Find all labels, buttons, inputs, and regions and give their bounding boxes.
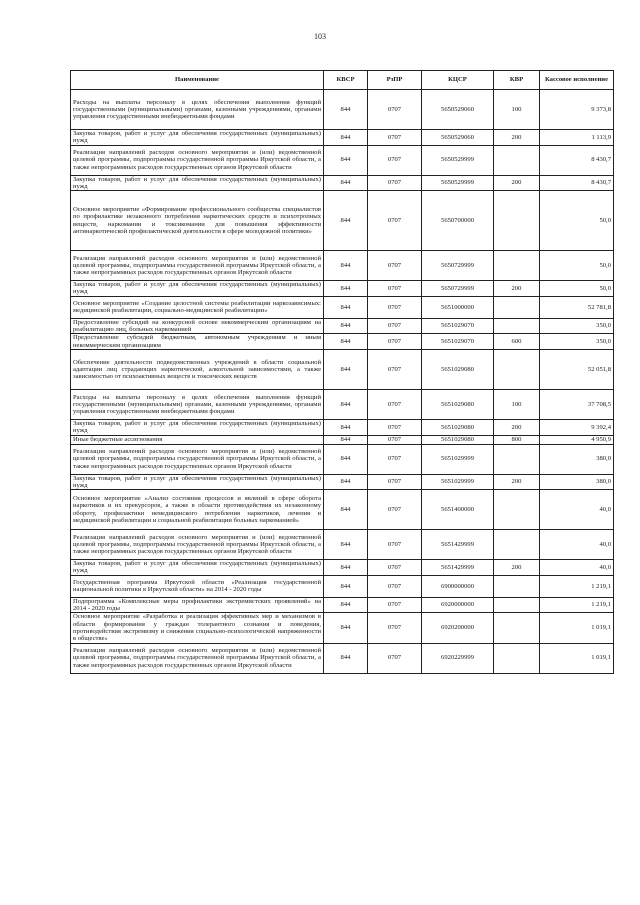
cell-kvr [494,597,540,613]
cell-name: Закупка товаров, работ и услуг для обеспечения государственных (муниципальных) нужд [71,560,324,576]
table-row [71,90,614,130]
cell-kvr [494,643,540,673]
cell-kcsr: 5651029080 [422,349,494,389]
column-header-name: Наименование [71,71,324,90]
cell-rzpr: 0707 [368,490,422,530]
cell-rzpr: 0707 [368,251,422,281]
cell-kvsr: 844 [324,90,368,130]
cell-kcsr: 5650529060 [422,90,494,130]
cell-kcsr: 5651029080 [422,419,494,435]
table-row [71,490,614,530]
table-row [71,281,614,297]
table-row [71,318,614,334]
cell-kvr [494,444,540,474]
cell-kvsr: 844 [324,444,368,474]
cell-kcsr: 5651400000 [422,490,494,530]
table-row [71,419,614,435]
cell-amount: 1 219,1 [540,597,614,613]
cell-kvr: 200 [494,419,540,435]
cell-rzpr: 0707 [368,560,422,576]
cell-kvr: 200 [494,560,540,576]
cell-rzpr: 0707 [368,389,422,419]
cell-rzpr: 0707 [368,643,422,673]
cell-amount: 40,0 [540,490,614,530]
table-row [71,251,614,281]
cell-name: Основное мероприятие «Анализ состояния процессов и явлений в сфере оборота наркотиков и их прекурсоров, а также в области противодействия их незаконному обороту, профилактики немедицинского потребления наркотиков, лечения и медицинской реабилитации и социальной реабилитации больных наркоманией» [71,490,324,530]
cell-kvsr: 844 [324,251,368,281]
cell-kcsr: 5651029999 [422,474,494,490]
cell-rzpr: 0707 [368,474,422,490]
cell-name: Закупка товаров, работ и услуг для обеспечения государственных (муниципальных) нужд [71,130,324,146]
cell-kcsr: 5650529999 [422,145,494,175]
cell-kvr [494,191,540,251]
cell-rzpr: 0707 [368,90,422,130]
column-header-amount: Кассовое исполнение [540,71,614,90]
cell-kvsr: 844 [324,530,368,560]
cell-amount: 52 781,8 [540,296,614,318]
table-row [71,474,614,490]
cell-name: Реализация направлений расходов основного мероприятия и (или) ведомственной целевой программы, подпрограммы государственной программы Иркутской области, а также непрограммных расходов государственных органов Иркутской области [71,145,324,175]
cell-amount: 40,0 [540,560,614,576]
cell-amount: 50,0 [540,281,614,297]
cell-name: Основное мероприятие «Создание целостной системы реабилитации наркозависимых: медицинской реабилитации, социально-медицинской реабилитации» [71,296,324,318]
cell-kvsr: 844 [324,490,368,530]
cell-kvsr: 844 [324,175,368,191]
cell-name: Основное мероприятие «Разработка и реализация эффективных мер и механизмов в области формирования у граждан толерантного сознания и поведения, противодействия экстремизму и снижения социально-психологической напряженности в обществе» [71,613,324,643]
table-row [71,530,614,560]
cell-kvr [494,490,540,530]
table-row [71,349,614,389]
table-row [71,175,614,191]
cell-kvr [494,530,540,560]
cell-rzpr: 0707 [368,318,422,334]
cell-kcsr: 6920229999 [422,643,494,673]
cell-amount: 1 019,1 [540,643,614,673]
cell-amount: 40,0 [540,530,614,560]
cell-kcsr: 5651429999 [422,530,494,560]
cell-name: Реализация направлений расходов основного мероприятия и (или) ведомственной целевой программы, подпрограммы государственной программы Иркутской области, а также непрограммных расходов государственных органов Иркутской области [71,530,324,560]
table-row [71,145,614,175]
cell-kvr [494,349,540,389]
cell-amount: 9 392,4 [540,419,614,435]
cell-rzpr: 0707 [368,130,422,146]
cell-kcsr: 6920000000 [422,597,494,613]
cell-rzpr: 0707 [368,613,422,643]
cell-kvsr: 844 [324,597,368,613]
column-header-kvr: КВР [494,71,540,90]
column-header-kcsr: КЦСР [422,71,494,90]
cell-name: Реализация направлений расходов основного мероприятия и (или) ведомственной целевой программы, подпрограммы государственной программы Иркутской области, а также непрограммных расходов государственных органов Иркутской области [71,444,324,474]
cell-amount: 50,0 [540,191,614,251]
cell-kvsr: 844 [324,575,368,597]
table-row [71,444,614,474]
cell-kcsr: 5651000000 [422,296,494,318]
cell-kvsr: 844 [324,145,368,175]
cell-rzpr: 0707 [368,334,422,350]
cell-kvsr: 844 [324,474,368,490]
table-row [71,643,614,673]
cell-kvr [494,251,540,281]
page-number: 103 [314,32,326,41]
cell-amount: 52 051,8 [540,349,614,389]
table-row [71,191,614,251]
cell-name: Закупка товаров, работ и услуг для обеспечения государственных (муниципальных) нужд [71,281,324,297]
cell-amount: 9 373,8 [540,90,614,130]
cell-rzpr: 0707 [368,419,422,435]
cell-name: Подпрограмма «Комплексные меры профилактики экстремистских проявлений» на 2014 - 2020 годы [71,597,324,613]
table-row [71,575,614,597]
cell-name: Расходы на выплаты персоналу в целях обеспечения выполнения функций государственными (муниципальными) органами, казенными учреждениями, органами управления государственными внебюджетными фондами [71,389,324,419]
cell-amount: 380,0 [540,444,614,474]
cell-kvr: 800 [494,435,540,444]
cell-rzpr: 0707 [368,435,422,444]
cell-kcsr: 5650729999 [422,251,494,281]
cell-kcsr: 5651029070 [422,334,494,350]
cell-kcsr: 5650529060 [422,130,494,146]
cell-kvsr: 844 [324,389,368,419]
cell-kvsr: 844 [324,419,368,435]
cell-amount: 1 113,9 [540,130,614,146]
table-row [71,435,614,444]
cell-name: Государственная программа Иркутской области «Реализация государственной национальной политики в Иркутской области» на 2014 - 2020 годы [71,575,324,597]
cell-kcsr: 5650529999 [422,175,494,191]
cell-kvsr: 844 [324,613,368,643]
cell-kvr [494,575,540,597]
cell-kcsr: 5651029999 [422,444,494,474]
cell-kvr [494,318,540,334]
cell-kcsr: 5651029070 [422,318,494,334]
cell-amount: 8 430,7 [540,145,614,175]
cell-amount: 8 430,7 [540,175,614,191]
cell-amount: 350,0 [540,334,614,350]
cell-rzpr: 0707 [368,575,422,597]
cell-rzpr: 0707 [368,530,422,560]
cell-kcsr: 6900000000 [422,575,494,597]
cell-kvr: 100 [494,389,540,419]
cell-kvsr: 844 [324,349,368,389]
cell-kcsr: 6920200000 [422,613,494,643]
cell-name: Расходы на выплаты персоналу в целях обеспечения выполнения функций государственными (муниципальными) органами, казенными учреждениями, органами управления государственными внебюджетными фондами [71,90,324,130]
cell-amount: 1 019,1 [540,613,614,643]
cell-name: Основное мероприятие «Формирование профессионального сообщества специалистов по профилактике незаконного потребления наркотических средств и психотропных веществ, наркомании и токсикомании для повышения эффективности антинаркотической профилактической деятельности в сфере молодежной политики» [71,191,324,251]
cell-kvsr: 844 [324,435,368,444]
cell-name: Закупка товаров, работ и услуг для обеспечения государственных (муниципальных) нужд [71,419,324,435]
cell-kvsr: 844 [324,318,368,334]
table-row [71,613,614,643]
column-header-kvsr: КВСР [324,71,368,90]
cell-amount: 4 950,9 [540,435,614,444]
cell-rzpr: 0707 [368,349,422,389]
cell-amount: 1 219,1 [540,575,614,597]
cell-kvr: 200 [494,175,540,191]
cell-kvsr: 844 [324,560,368,576]
cell-rzpr: 0707 [368,145,422,175]
budget-table [70,70,614,674]
cell-name: Предоставление субсидий бюджетным, автономным учреждениям и иным некоммерческим организациям [71,334,324,350]
cell-kvr: 100 [494,90,540,130]
cell-kvsr: 844 [324,334,368,350]
cell-kvr [494,613,540,643]
cell-kvr [494,145,540,175]
table-row [71,130,614,146]
table-header-row [71,71,614,90]
table-row [71,296,614,318]
cell-kcsr: 5651029080 [422,435,494,444]
cell-name: Закупка товаров, работ и услуг для обеспечения государственных (муниципальных) нужд [71,175,324,191]
cell-amount: 37 708,5 [540,389,614,419]
table-row [71,597,614,613]
cell-kcsr: 5651029080 [422,389,494,419]
cell-kvsr: 844 [324,643,368,673]
cell-kvsr: 844 [324,130,368,146]
table-row [71,334,614,350]
cell-name: Иные бюджетные ассигнования [71,435,324,444]
cell-name: Реализация направлений расходов основного мероприятия и (или) ведомственной целевой программы, подпрограммы государственной программы Иркутской области, а также непрограммных расходов государственных органов Иркутской области [71,643,324,673]
cell-rzpr: 0707 [368,281,422,297]
cell-name: Предоставление субсидий на конкурсной основе некоммерческим организациям на реабилитацию лиц, больных наркоманией [71,318,324,334]
cell-amount: 380,0 [540,474,614,490]
cell-rzpr: 0707 [368,296,422,318]
cell-kvr [494,296,540,318]
cell-kcsr: 5651429999 [422,560,494,576]
cell-rzpr: 0707 [368,175,422,191]
cell-amount: 50,0 [540,251,614,281]
cell-kcsr: 5650700000 [422,191,494,251]
cell-amount: 350,0 [540,318,614,334]
cell-kvsr: 844 [324,296,368,318]
cell-name: Закупка товаров, работ и услуг для обеспечения государственных (муниципальных) нужд [71,474,324,490]
cell-kvr: 600 [494,334,540,350]
cell-kcsr: 5650729999 [422,281,494,297]
cell-name: Обеспечение деятельности подведомственных учреждений в области социальной адаптации лиц страдающих наркотической, алкогольной зависимостями, а также зависимостью от психоактивных веществ и токсических веществ [71,349,324,389]
cell-kvr: 200 [494,281,540,297]
column-header-rzpr: РзПР [368,71,422,90]
cell-name: Реализация направлений расходов основного мероприятия и (или) ведомственной целевой программы, подпрограммы государственной программы Иркутской области, а также непрограммных расходов государственных органов Иркутской области [71,251,324,281]
table-row [71,389,614,419]
cell-rzpr: 0707 [368,597,422,613]
table-body [71,90,614,674]
cell-kvr: 200 [494,130,540,146]
cell-kvr: 200 [494,474,540,490]
cell-kvsr: 844 [324,281,368,297]
table-row [71,560,614,576]
cell-rzpr: 0707 [368,444,422,474]
cell-rzpr: 0707 [368,191,422,251]
cell-kvsr: 844 [324,191,368,251]
